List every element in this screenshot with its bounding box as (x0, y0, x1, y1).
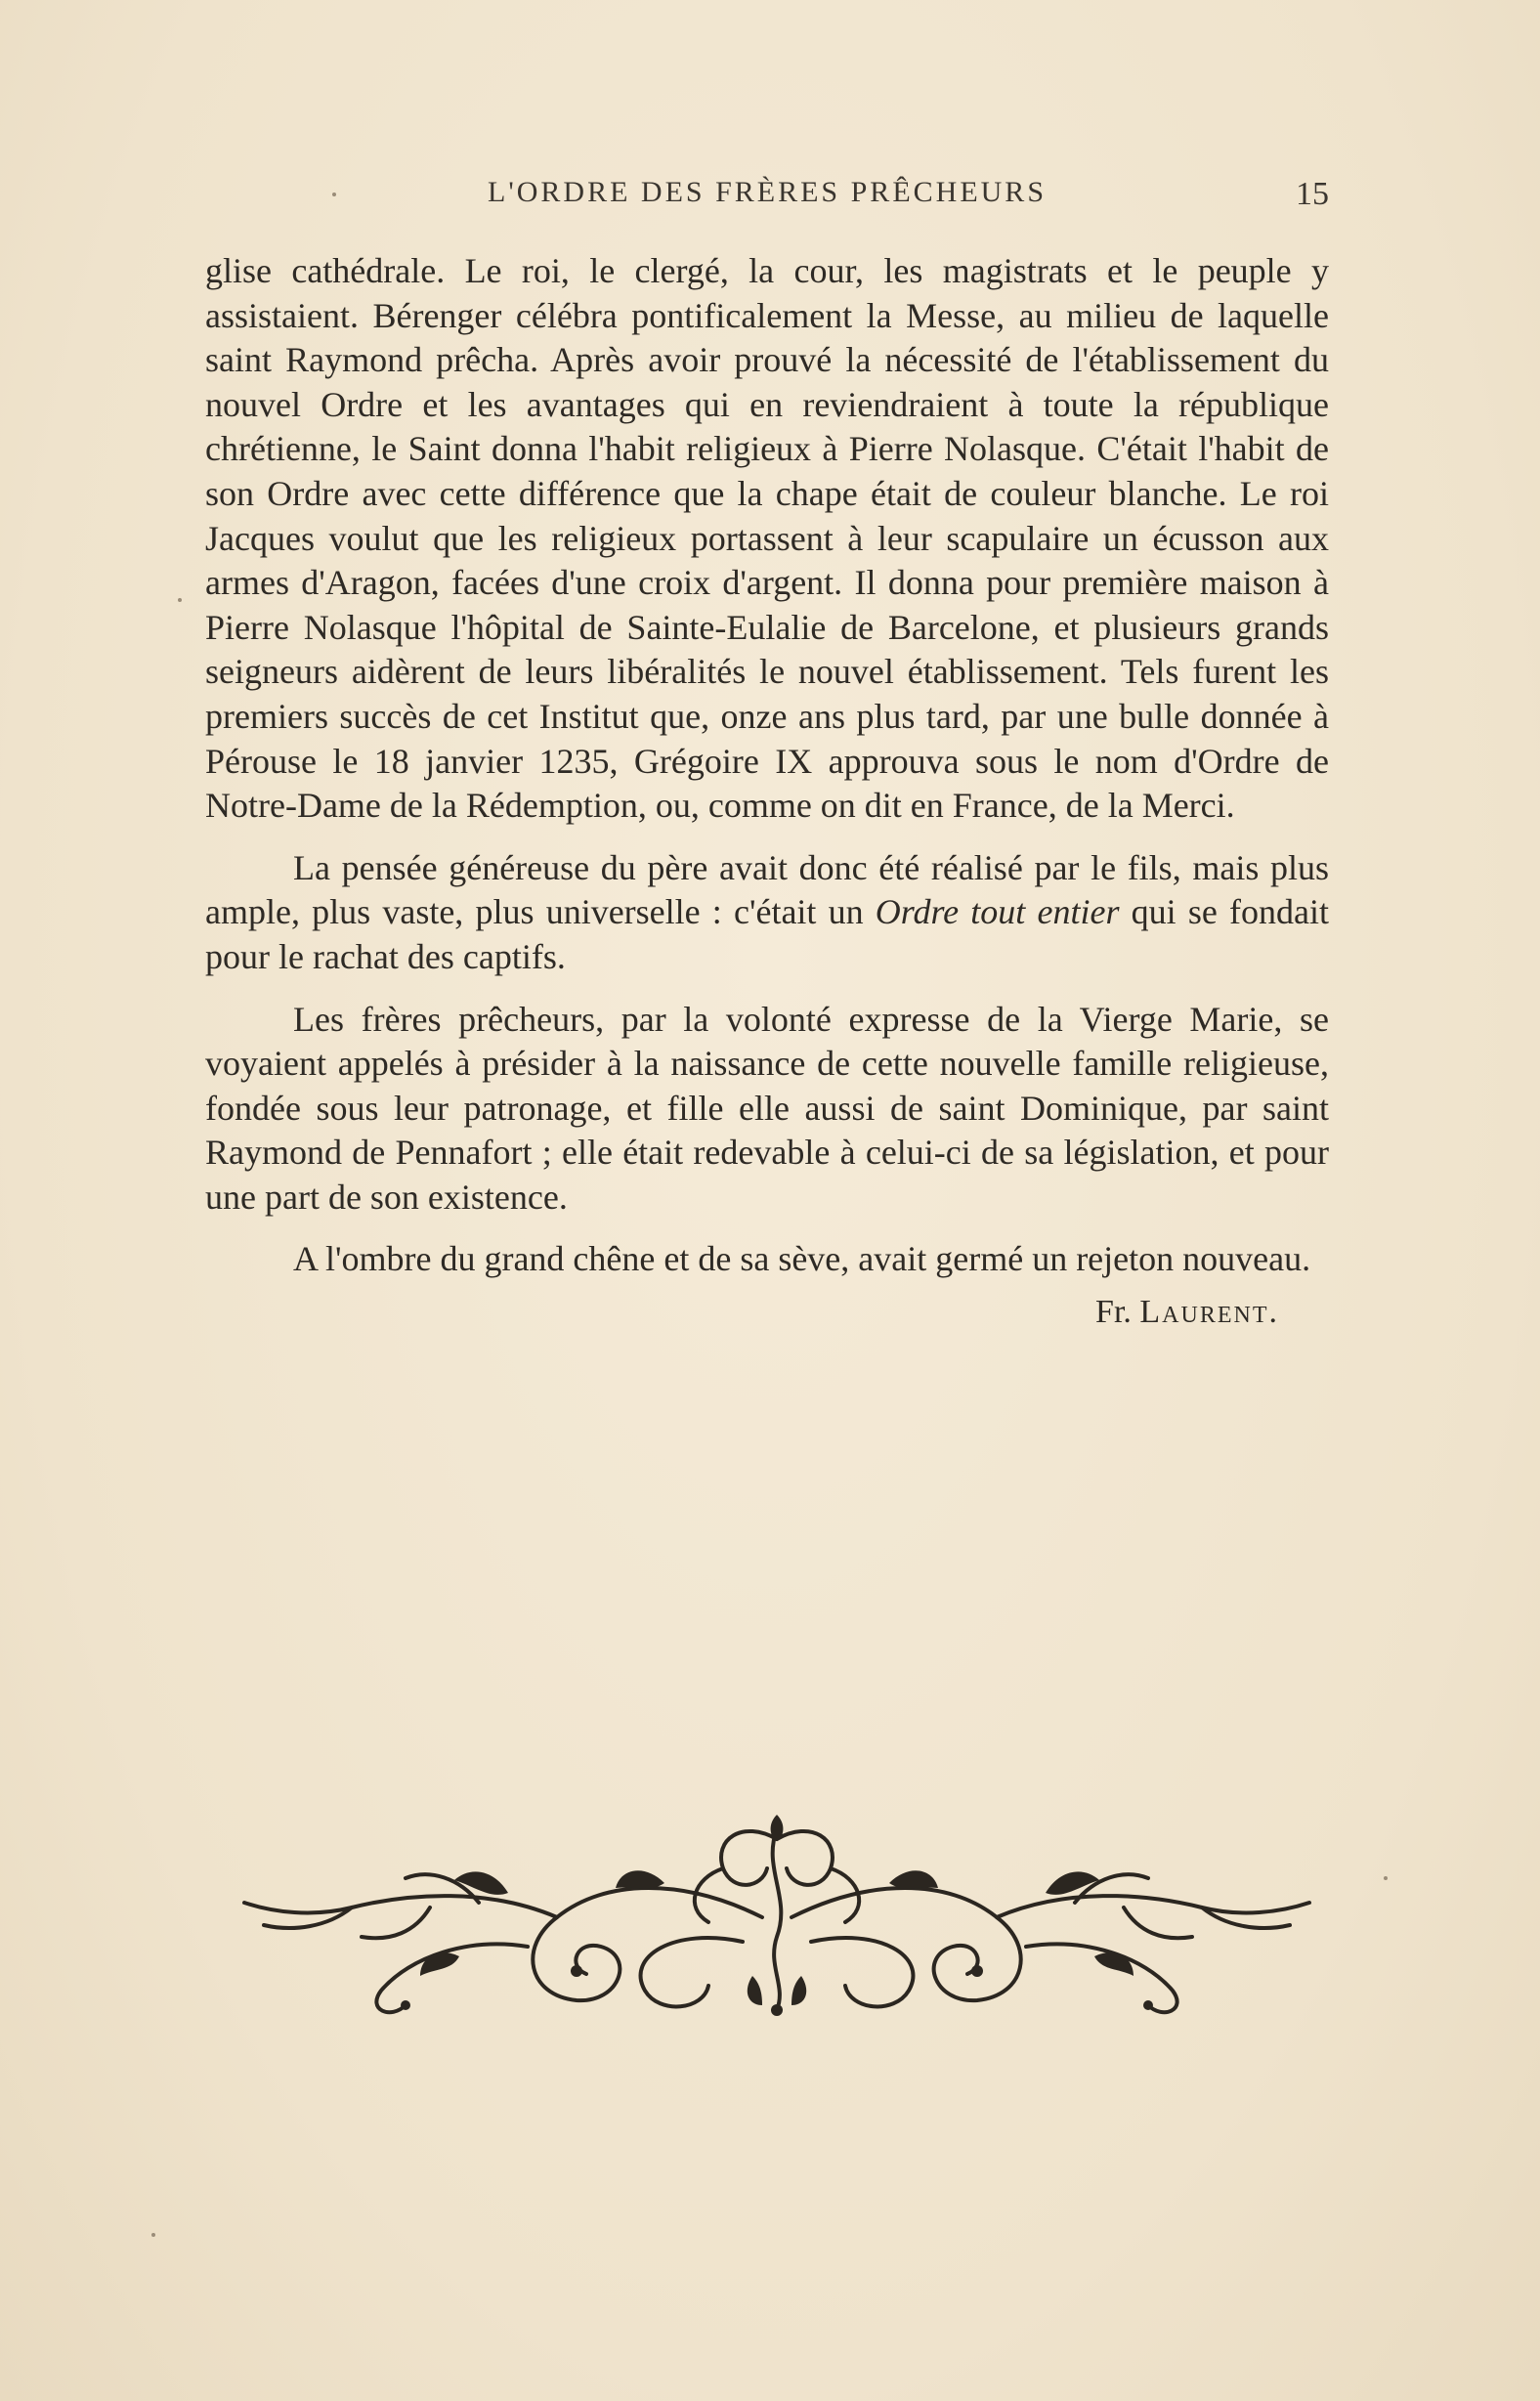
page-number: 15 (1296, 176, 1329, 212)
floral-scroll-ornament-icon (235, 1810, 1319, 2025)
paragraph-2 (205, 846, 1329, 980)
paragraph-4: A l'ombre du grand chêne et de sa sève, avait germé un rejeton nouveau. (293, 1239, 1311, 1279)
paragraph-2-start: La pensée généreuse du père avait donc été réalisé par le fils, mais plus ample, plus vaste, plus universelle : c'était un (205, 847, 1329, 932)
paper-speck (151, 2233, 155, 2237)
paper-speck (1384, 1876, 1388, 1880)
signature (205, 1290, 1329, 1335)
paragraph-2-italic: Ordre tout entier (875, 892, 1120, 932)
paragraph-2-end: qui se fondait pour le rachat des captifs. (205, 892, 1329, 976)
running-head (205, 176, 1329, 225)
running-title: L'ORDRE DES FRÈRES PRÊCHEURS (488, 176, 1047, 208)
text-block (205, 249, 1329, 1335)
paper-speck (332, 193, 336, 196)
signature-prefix: Fr. (1095, 1294, 1140, 1331)
paper-speck (178, 598, 182, 602)
paragraph-1: glise cathédrale. Le roi, le clergé, la cour, les magistrats et le peuple y assistaient. Bérenger célébra pontificalement la Messe, au milieu de laquelle saint Raymond prêcha. Après avoir prouvé la nécessité de l'établissement du nouvel Ordre et les avantages qui en reviendraient à toute la république chrétienne, le Saint donna l'habit religieux à Pierre Nolasque. C'était l'habit de son Ordre avec cette différence que la chape était de couleur blanche. Le roi Jacques voulut que les religieux portassent à leur scapulaire un écusson aux armes d'Aragon, facées d'une croix d'argent. Il donna pour première maison à Pierre Nolasque l'hôpital de Sainte-Eulalie de Barcelone, et plusieurs grands seigneurs aidèrent de leurs libéralités le nouvel établissement. Tels furent les premiers succès de cet Institut que, onze ans plus tard, par une bulle donnée à Pérouse le 18 janvier 1235, Grégoire IX approuva sous le nom d'Ordre de Notre-Dame de la Rédemption, ou, comme on dit en France, de la Merci. (205, 251, 1329, 826)
signature-suffix: . (1268, 1294, 1277, 1331)
signature-name: Laurent (1139, 1294, 1269, 1331)
paragraph-3: Les frères prêcheurs, par la volonté expresse de la Vierge Marie, se voyaient appelés à présider à la naissance de cette nouvelle famille religieuse, fondée sous leur patronage, et fille elle aussi de saint Dominique, par saint Raymond de Pennafort ; elle était redevable à celui-ci de sa législation, et pour une part de son existence. (205, 999, 1329, 1217)
